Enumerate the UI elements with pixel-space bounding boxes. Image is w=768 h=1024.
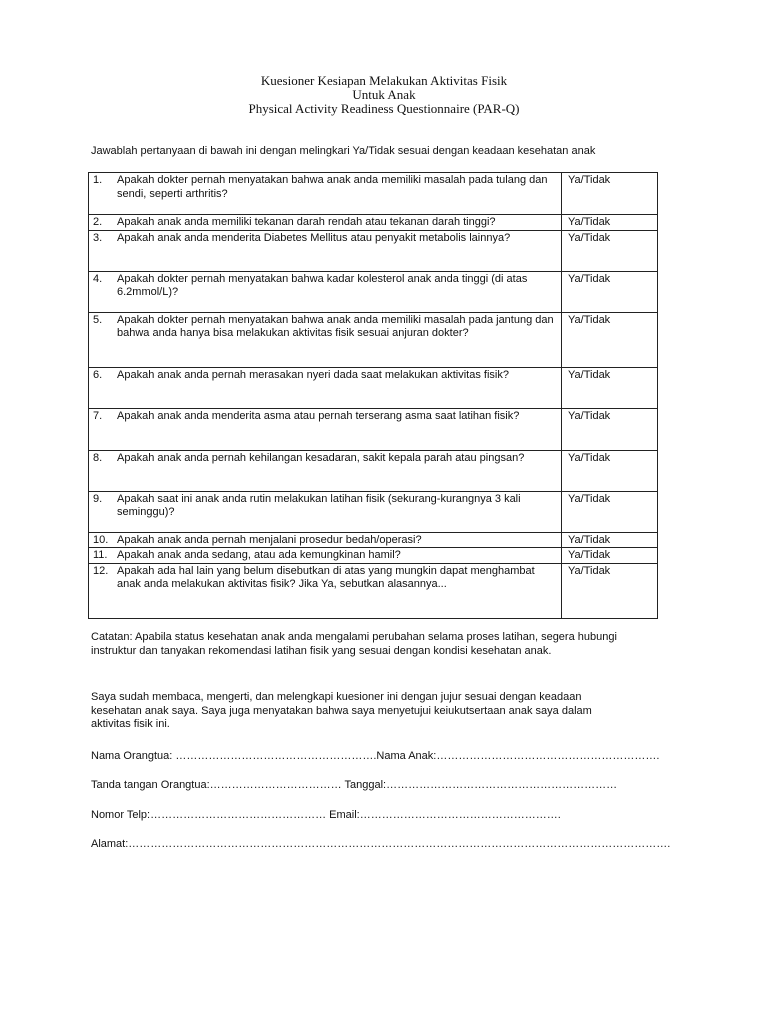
question-text: Apakah dokter pernah menyatakan bahwa kadar kolesterol anak anda tinggi (di atas 6.2mmol/L)? <box>117 272 528 298</box>
question-row <box>89 367 658 408</box>
question-number: 1. <box>93 174 103 186</box>
question-row <box>89 312 658 367</box>
question-row <box>89 230 658 271</box>
question-number: 8. <box>93 451 103 464</box>
question-number: 7. <box>93 409 103 422</box>
questionnaire-table <box>88 172 658 619</box>
question-row <box>89 408 658 450</box>
answer-yes-no[interactable]: Ya/Tidak <box>562 548 658 564</box>
question-row <box>89 215 658 231</box>
question-number: 9. <box>93 492 103 505</box>
question-number: 6. <box>93 368 103 381</box>
answer-yes-no[interactable]: Ya/Tidak <box>562 491 658 532</box>
question-row <box>89 548 658 564</box>
answer-yes-no[interactable]: Ya/Tidak <box>562 450 658 491</box>
question-row <box>89 532 658 548</box>
question-number: 12. <box>93 564 109 577</box>
question-number: 10. <box>93 533 109 546</box>
answer-yes-no[interactable]: Ya/Tidak <box>562 367 658 408</box>
signature-date-field[interactable]: Tanda tangan Orangtua:……………………………… Tanggal:……………………………………………………… <box>91 779 618 791</box>
question-row <box>89 271 658 312</box>
title-line-1: Kuesioner Kesiapan Melakukan Aktivitas Fisik <box>260 73 508 88</box>
title-line-3: Physical Activity Readiness Questionnaire (PAR-Q) <box>248 101 520 116</box>
question-text: Apakah anak anda menderita asma atau pernah terserang asma saat latihan fisik? <box>117 409 520 422</box>
title-line-2: Untuk Anak <box>352 87 416 102</box>
note-paragraph: Catatan: Apabila status kesehatan anak anda mengalami perubahan selama proses latihan, segera hubungi instruktur dan tanyakan rekomendasi latihan fisik yang sesuai dengan kondisi kesehatan anak. <box>91 631 617 657</box>
question-number: 4. <box>93 272 103 285</box>
address-field[interactable]: Alamat:…………………………………………………………………………………………………………………………………. <box>91 838 671 850</box>
question-text: Apakah anak anda pernah kehilangan kesadaran, sakit kepala parah atau pingsan? <box>117 451 525 464</box>
answer-yes-no[interactable]: Ya/Tidak <box>562 532 658 548</box>
answer-yes-no[interactable]: Ya/Tidak <box>562 312 658 367</box>
answer-yes-no[interactable]: Ya/Tidak <box>562 173 658 215</box>
answer-yes-no[interactable]: Ya/Tidak <box>562 408 658 450</box>
declaration-paragraph: Saya sudah membaca, mengerti, dan melengkapi kuesioner ini dengan jujur sesuai dengan keadaan kesehatan anak saya. Saya juga menyatakan bahwa saya menyetujui keiukutsertaan anak saya dalam aktivitas fisik ini. <box>91 691 592 730</box>
phone-email-field[interactable]: Nomor Telp:………………………………………… Email:………………………………………………. <box>91 809 561 821</box>
document-title <box>0 74 768 116</box>
question-text: Apakah anak anda pernah merasakan nyeri dada saat melakukan aktivitas fisik? <box>117 368 509 381</box>
question-number: 5. <box>93 313 103 326</box>
question-text: Apakah anak anda memiliki tekanan darah rendah atau tekanan darah tinggi? <box>117 216 496 228</box>
answer-yes-no[interactable]: Ya/Tidak <box>562 215 658 231</box>
answer-yes-no[interactable]: Ya/Tidak <box>562 563 658 618</box>
parent-child-name-field[interactable]: Nama Orangtua: ……………………………………………….Nama Anak:……………………………………………………. <box>91 750 660 762</box>
question-number: 3. <box>93 231 103 244</box>
question-number: 11. <box>93 549 108 561</box>
question-text: Apakah anak anda sedang, atau ada kemungkinan hamil? <box>117 549 401 561</box>
intro-instruction: Jawablah pertanyaan di bawah ini dengan melingkari Ya/Tidak sesuai dengan keadaan kesehatan anak <box>91 145 596 157</box>
answer-yes-no[interactable]: Ya/Tidak <box>562 230 658 271</box>
question-text: Apakah ada hal lain yang belum disebutkan di atas yang mungkin dapat menghambat anak anda melakukan aktivitas fisik? Jika Ya, sebutkan alasannya... <box>117 564 535 590</box>
question-text: Apakah anak anda menderita Diabetes Mellitus atau penyakit metabolis lainnya? <box>117 231 511 244</box>
question-text: Apakah dokter pernah menyatakan bahwa anak anda memiliki masalah pada jantung dan bahwa anda hanya bisa melakukan aktivitas fisik sesuai anjuran dokter? <box>117 313 554 339</box>
question-text: Apakah saat ini anak anda rutin melakukan latihan fisik (sekurang-kurangnya 3 kali seminggu)? <box>117 492 521 518</box>
question-row <box>89 173 658 215</box>
question-text: Apakah anak anda pernah menjalani prosedur bedah/operasi? <box>117 533 422 546</box>
answer-yes-no[interactable]: Ya/Tidak <box>562 271 658 312</box>
question-row <box>89 563 658 618</box>
question-number: 2. <box>93 216 103 228</box>
question-row <box>89 450 658 491</box>
question-text: Apakah dokter pernah menyatakan bahwa anak anda memiliki masalah pada tulang dan sendi, seperti arthritis? <box>117 174 548 200</box>
question-row <box>89 491 658 532</box>
